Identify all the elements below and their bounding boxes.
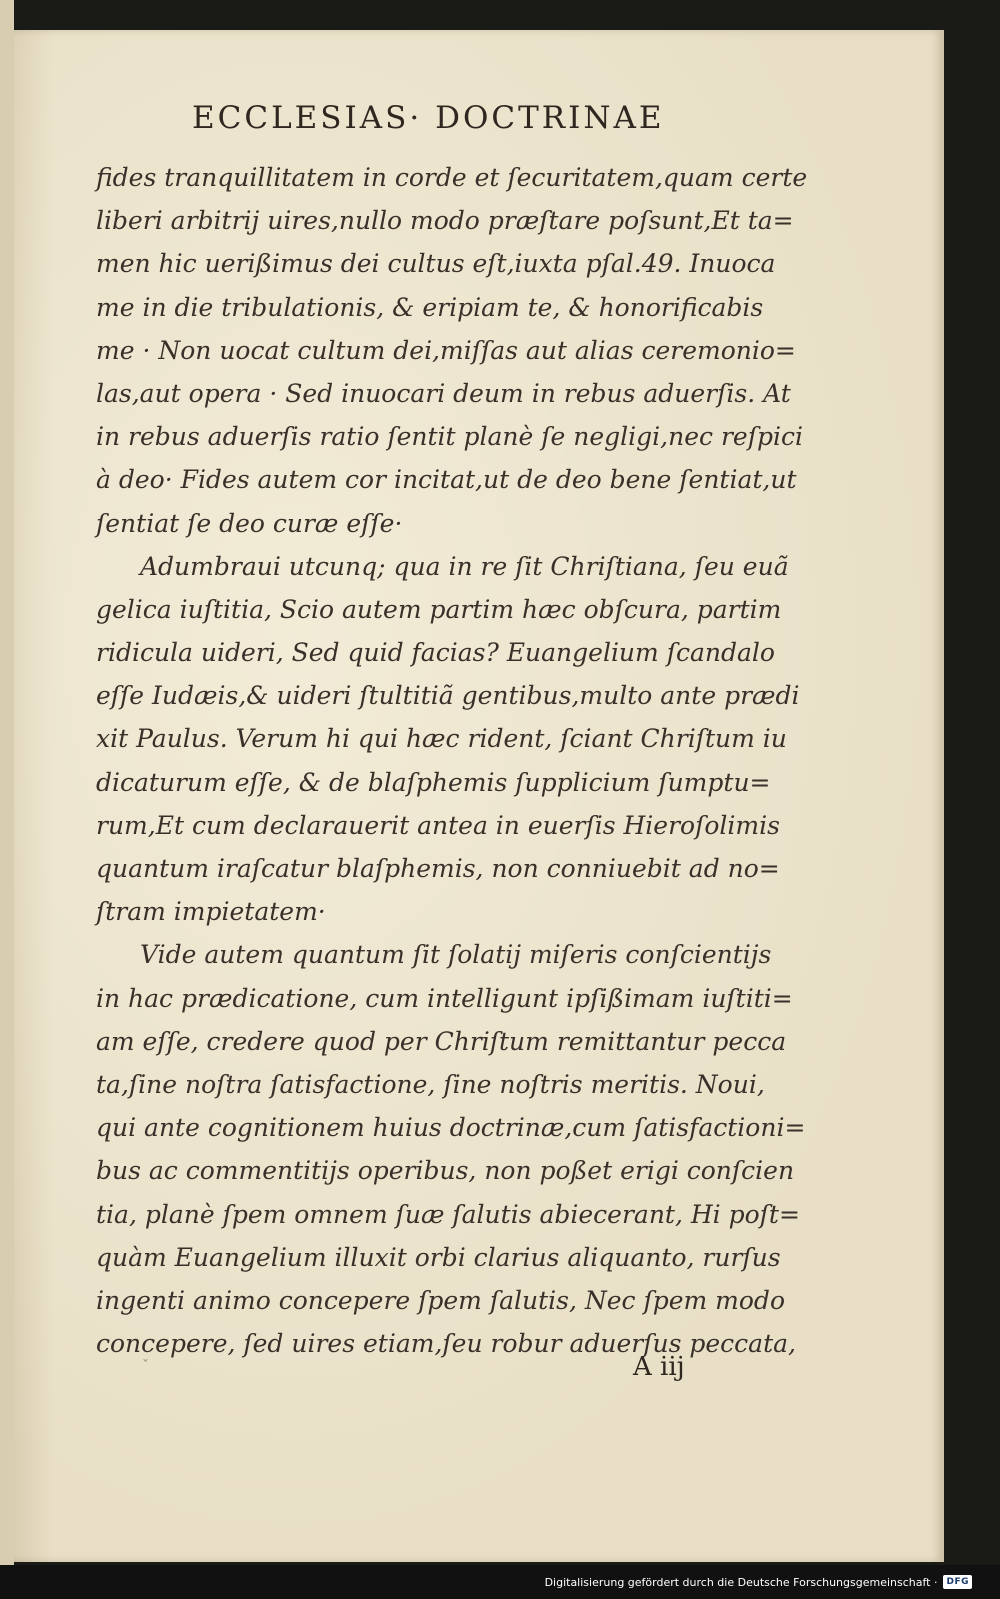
text-line-9: ſentiat ſe deo curæ eſſe· — [96, 508, 403, 538]
text-line-5: me · Non uocat cultum dei,miſſas aut alias ceremonio= — [96, 335, 796, 365]
text-line-13: eſſe Iudæis,& uideri ſtultitiã gentibus,multo ante prædi — [96, 681, 800, 711]
text-line-7: in rebus aduerſis ratio ſentit planè ſe negligi,nec reſpici — [96, 422, 803, 452]
text-line-14: xit Paulus. Verum hi qui hæc rident, ſciant Chriſtum iu — [96, 724, 787, 754]
footer-credit-text: Digitalisierung gefördert durch die Deutsche Forschungsgemeinschaft · — [544, 1575, 938, 1589]
text-line-1: fides tranquillitatem in corde et ſecuritatem,quam certe — [96, 163, 808, 192]
text-line-3: men hic uerißimus dei cultus eſt,iuxta pſal.49. Inuoca — [96, 249, 776, 279]
text-line-18: ſtram impietatem· — [96, 897, 326, 927]
digitization-footer — [545, 1569, 972, 1595]
text-line-26: quàm Euangelium illuxit orbi clarius aliquanto, rurſus — [96, 1242, 781, 1272]
text-line-22: ta,ſine noſtra ſatisfactione, ſine noſtris meritis. Noui, — [96, 1069, 765, 1099]
text-line-12: ridicula uideri, Sed quid facias? Euangelium ſcandalo — [96, 638, 775, 668]
book-page — [14, 30, 944, 1562]
text-line-19: Vide autem quantum ſit ſolatij miſeris conſcientijs — [140, 940, 772, 970]
text-line-24: bus ac commentitijs operibus, non poßet erigi conſcien — [96, 1156, 795, 1186]
signature-mark: A iij — [633, 1352, 685, 1382]
dfg-logo-icon: DFG — [943, 1575, 972, 1589]
text-line-17: quantum iraſcatur blaſphemis, non conniuebit ad no= — [96, 854, 780, 883]
running-head: ECCLESIAS· DOCTRINAE — [192, 100, 665, 136]
text-line-25: tia, planè ſpem omnem ſuæ ſalutis abiecerant, Hi poſt= — [96, 1199, 800, 1229]
text-line-11: gelica iuſtitia, Scio autem partim hæc obſcura, partim — [96, 594, 782, 624]
text-line-28: concepere, ſed uires etiam,ſeu robur aduerſus peccata, — [96, 1329, 796, 1359]
page-spine-edge — [0, 0, 14, 1599]
text-line-21: am eſſe, credere quod per Chriſtum remittantur pecca — [96, 1026, 787, 1056]
text-line-27: ingenti animo concepere ſpem ſalutis, Nec ſpem modo — [96, 1285, 785, 1315]
ink-smudge: ˇ — [142, 1358, 149, 1374]
text-line-15: dicaturum eſſe, & de blaſphemis ſupplicium ſumptu= — [96, 767, 771, 797]
text-line-6: las,aut opera · Sed inuocari deum in rebus aduerſis. At — [96, 378, 791, 408]
text-line-4: me in die tribulationis, & eripiam te, & honorificabis — [96, 292, 764, 322]
text-line-23: qui ante cognitionem huius doctrinæ,cum ſatisfactioni= — [96, 1113, 806, 1143]
text-line-20: in hac prædicatione, cum intelligunt ipſißimam iuſtiti= — [96, 983, 793, 1013]
text-line-2: liberi arbitrij uires,nullo modo præſtare poſsunt,Et ta= — [96, 206, 794, 236]
text-line-8: à deo· Fides autem cor incitat,ut de deo bene ſentiat,ut — [96, 465, 797, 495]
text-block — [96, 156, 808, 1365]
text-line-10: Adumbraui utcunq; qua in re ſit Chriſtiana, ſeu euã — [140, 551, 789, 581]
text-line-16: rum,Et cum declarauerit antea in euerſis Hieroſolimis — [96, 810, 780, 840]
